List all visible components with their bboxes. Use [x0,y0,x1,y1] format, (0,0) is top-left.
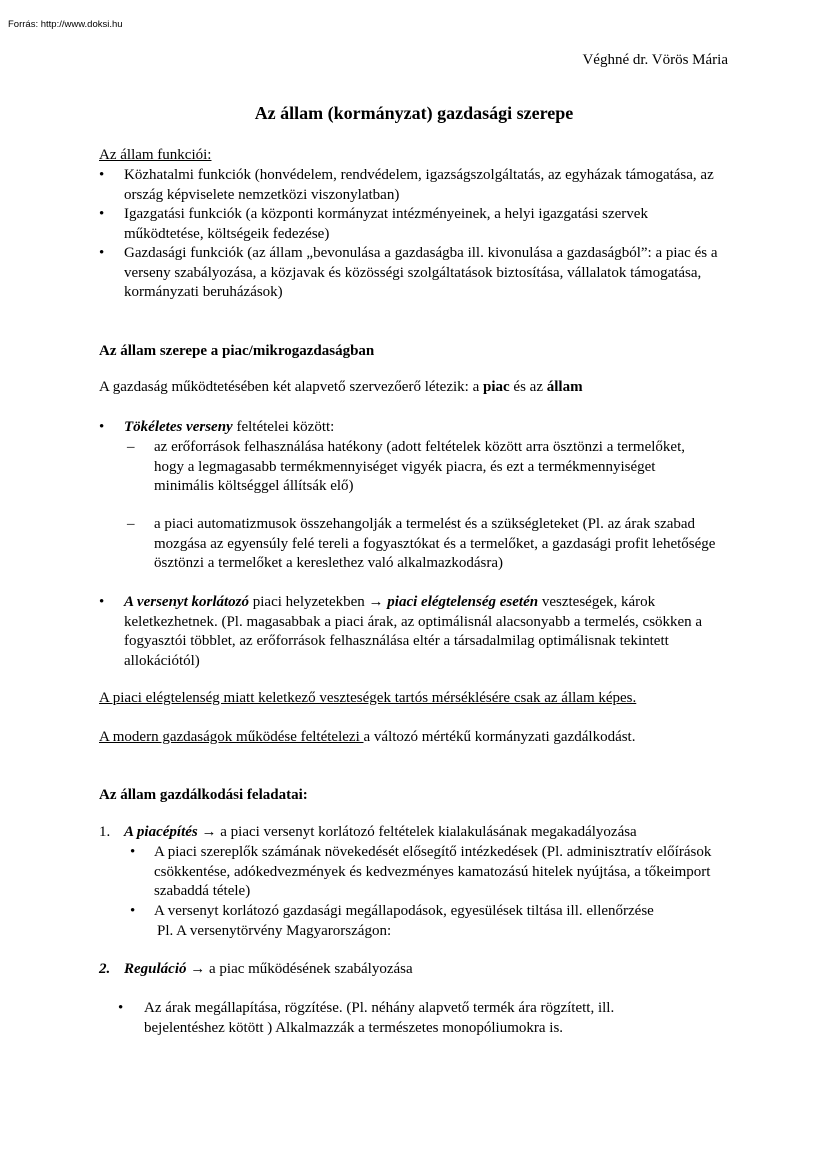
function-item-text: Igazgatási funkciók (a központi kormányzat intézményeinek, a helyi igazgatási szervek működtetése, költségeik fedezése) [124,206,648,242]
statement-market-failure: A piaci elégtelenség miatt keletkező veszteségek tartós mérséklésére csak az állam képes. [99,690,637,706]
task-number: 2. [99,961,111,977]
perfect-competition-text [124,418,714,438]
page-title: Az állam (kormányzat) gazdasági szerepe [254,103,574,123]
task-2-rest: → a piac működésének szabályozása [186,961,413,977]
task-number: 1. [99,824,111,840]
task-1-rest: → a piaci versenyt korlátozó feltételek kialakulásának megakadályozása [197,824,637,840]
bullet-marker: • [99,167,105,183]
bullet-marker: • [130,844,136,860]
limit-term2: piaci elégtelenség esetén [387,594,539,610]
micro-intro [99,378,749,398]
statement2-rest: a változó mértékű kormányzati gazdálkodást. [363,729,636,745]
perfect-rest: feltételei között: [232,419,335,435]
dash-marker: – [127,516,135,532]
bullet-marker: • [118,1000,124,1016]
tasks-heading: Az állam gazdálkodási feladatai: [99,787,308,803]
intro-text: A gazdaság működtetésében két alapvető szervezőerő létezik: a [99,379,483,395]
bullet-marker: • [99,206,105,222]
sub-item-text: Az árak megállapítása, rögzítése. (Pl. néhány alapvető termék ára rögzített, ill. bejelentéshez kötött ) Alkalmazzák a természetes monopóliumokra is. [144,1000,615,1036]
function-item-text: Közhatalmi funkciók (honvédelem, rendvédelem, igazságszolgáltatás, az egyházak támogatása, az ország képviselete nemzetközi viszonylatban) [124,167,714,203]
bullet-marker: • [99,245,105,261]
dash-text: az erőforrások felhasználása hatékony (adott feltételek között arra ösztönzi a termelőket, hogy a legmagasabb termékmennyiséget vigyék piacra, és ezt a termékmennyiséget minimális költséggel állítsák elő) [154,439,685,494]
intro-allam: állam [546,379,583,395]
limit-mid: piaci helyzetekben → [249,594,388,610]
dash-marker: – [127,439,135,455]
sub-item-text-line2: Pl. A versenytörvény Magyarországon: [157,922,392,939]
perfect-term: Tökéletes verseny [124,419,233,435]
author-name: Véghné dr. Vörös Mária [582,52,728,68]
limited-competition-text [124,593,722,671]
dash-text: a piaci automatizmusok összehangolják a termelést és a szükségleteket (Pl. az árak szabad mozgása az egyensúly felé tereli a fogyasztókat és a termelőket, a gazdasági profit lehetősége ösztönzi a termelőket a kereslethez való alkalmazkodásra) [154,516,716,571]
function-item-text: Gazdasági funkciók (az állam „bevonulása a gazdaságba ill. kivonulása a gazdaságból”: a piac és a verseny szabályozása, a közjavak és közösségi szolgáltatások biztosítása, vállalatok támogatása, kormányzati beruházások) [124,245,718,300]
bullet-marker: • [99,594,105,610]
source-line: Forrás: http://www.doksi.hu [8,19,123,30]
bullet-marker: • [99,419,105,435]
task-1-text [124,823,729,843]
sub-item-text: A versenyt korlátozó gazdasági megállapodások, egyesülések tiltása ill. ellenőrzése [154,903,654,919]
bullet-marker: • [130,903,136,919]
functions-heading: Az állam funkciói: [99,147,212,163]
statement2-underlined: A modern gazdaságok működése feltételezi [99,729,364,745]
limit-term: A versenyt korlátozó [124,594,250,610]
sub-item-text: A piaci szereplők számának növekedését elősegítő intézkedések (Pl. adminisztratív előírások csökkentése, adókedvezmények és kedvezményes kamatozású hitelek nyújtása, a tőkeimport szabaddá tétele) [154,844,712,899]
statement-modern-economies [99,728,749,748]
task-1-term: A piacépítés [124,824,198,840]
intro-piac: piac [483,379,510,395]
micro-heading: Az állam szerepe a piac/mikrogazdaságban [99,343,375,359]
limit-rest: veszteségek, károk keletkezhetnek. (Pl. magasabbak a piaci árak, az optimálisnál alacsonyabb a termelés, csökken a fogyasztói többlet, az erőforrások felhasználása eltér a társadalmilag optimálisnak tekintett allokációtól) [124,594,703,669]
intro-mid: és az [509,379,547,395]
task-2-term: Reguláció [124,961,187,977]
task-2-text [124,960,729,980]
